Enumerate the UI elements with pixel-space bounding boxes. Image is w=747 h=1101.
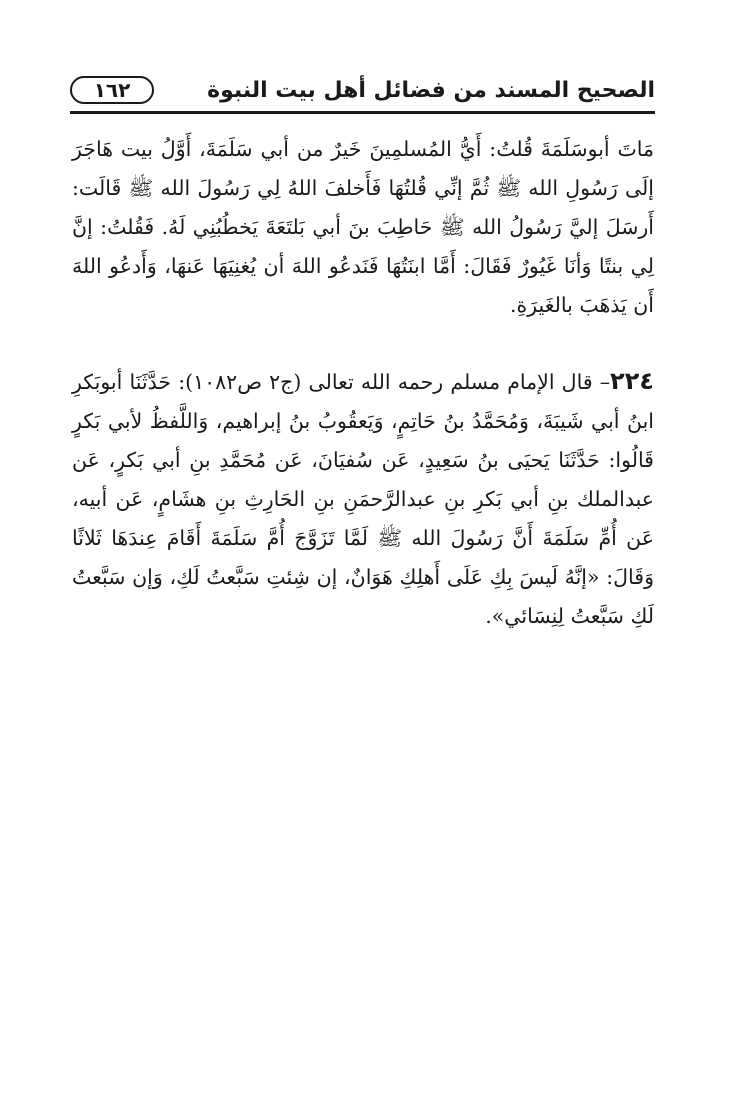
page-number: ١٦٢ xyxy=(70,76,154,104)
paragraph-2-text: – قال الإمام مسلم رحمه الله تعالى (ج٢ ص١٠٨٢): حَدَّثَنَا أبوبَكرِ ابنُ أبي شَيبَةَ، وَمُحَمَّدُ بنُ حَاتِمٍ، وَيَعقُوبُ بنُ إبراهيم، وَاللَّفظُ لأبي بَكرٍ قَالُوا: حَدَّثَنَا يَحيَى بنُ سَعِيدٍ، عَن سُفيَانَ، عَن مُحَمَّدِ بنِ أبي بَكرٍ، عَن عبدالملك بنِ أبي بَكرِ بنِ عبدالرَّحمَنِ بنِ الحَارِثِ بنِ هشَامٍ، عَن أبيه، عَن أُمِّ سَلَمَةَ أَنَّ رَسُولَ الله ﷺ لَمَّا تَزَوَّجَ أُمَّ سَلَمَةَ أَقَامَ عِندَهَا ثَلاثًا وَقَالَ: «إنَّهُ لَيسَ بِكِ عَلَى أَهلِكِ هَوَانٌ، إن شِئتِ سَبَّعتُ لَكِ، وَإن سَبَّعتُ لَكِ سَبَّعتُ لِنِسَائي». xyxy=(72,370,654,628)
paragraph-1 xyxy=(72,130,654,325)
paragraph-1-text: مَاتَ أبوسَلَمَةَ قُلتُ: أَيُّ المُسلمِينَ خَيرٌ من أبي سَلَمَةَ، أَوَّلُ بيت هَاجَرَ إلَى رَسُولِ الله ﷺ ثُمَّ إنِّي قُلتُهَا فَأَخلفَ اللهُ لِي رَسُولَ الله ﷺ قَالَت: أَرسَلَ إليَّ رَسُولُ الله ﷺ حَاطِبَ بنَ أبي بَلتَعَةَ يَخطُبُنِي لَهُ. فَقُلتُ: إنَّ لِي بنتًا وَأنَا غَيُورٌ فَقَالَ: أَمَّا ابنَتُهَا فَنَدعُو اللهَ أن يُغنِيَهَا عَنهَا، وَأَدعُو اللهَ أَن يَذهَبَ بالغَيرَةِ. xyxy=(72,137,654,317)
paragraph-2 xyxy=(72,362,654,636)
book-title: الصحيح المسند من فضائل أهل بيت النبوة xyxy=(207,78,655,103)
page-header xyxy=(70,74,655,114)
header-divider xyxy=(70,111,655,114)
hadith-number: ٢٢٤ xyxy=(610,367,654,395)
